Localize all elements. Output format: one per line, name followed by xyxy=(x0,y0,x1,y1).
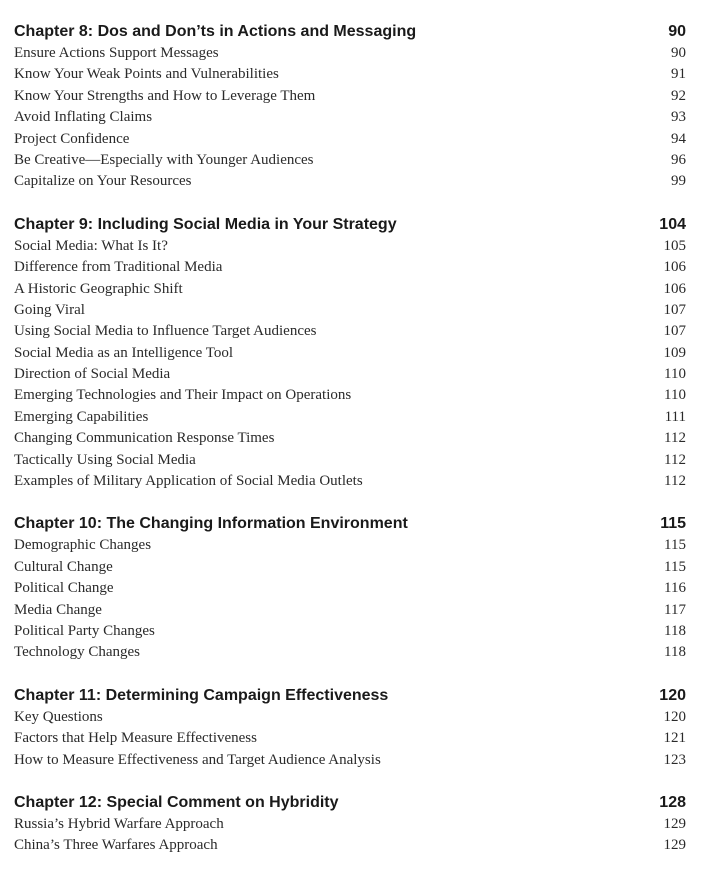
toc-entry[interactable] xyxy=(14,129,686,150)
entry-page-number: 116 xyxy=(664,580,686,597)
toc-entry[interactable] xyxy=(14,321,686,342)
toc-entry[interactable] xyxy=(14,642,686,663)
chapter-title: Chapter 11: Determining Campaign Effectiveness xyxy=(14,686,389,704)
toc-entry[interactable] xyxy=(14,621,686,642)
entry-title: China’s Three Warfares Approach xyxy=(14,837,218,854)
entry-title: Media Change xyxy=(14,601,102,618)
toc-entry[interactable] xyxy=(14,535,686,556)
entry-page-number: 107 xyxy=(663,301,686,318)
chapter-section xyxy=(14,684,686,771)
toc-entry[interactable] xyxy=(14,236,686,257)
chapter-section xyxy=(14,20,686,193)
toc-entry[interactable] xyxy=(14,86,686,107)
toc-entry[interactable] xyxy=(14,707,686,728)
toc-entry[interactable] xyxy=(14,471,686,492)
entry-page-number: 118 xyxy=(664,644,686,661)
toc-entry[interactable] xyxy=(14,600,686,621)
entry-page-number: 123 xyxy=(663,751,686,768)
entry-title: Going Viral xyxy=(14,301,85,318)
chapter-heading[interactable] xyxy=(14,512,686,535)
toc-entry[interactable] xyxy=(14,814,686,835)
toc-entry[interactable] xyxy=(14,279,686,300)
toc-entry[interactable] xyxy=(14,835,686,856)
toc-entry[interactable] xyxy=(14,343,686,364)
chapter-heading[interactable] xyxy=(14,20,686,43)
entry-page-number: 94 xyxy=(671,130,686,147)
chapter-title: Chapter 12: Special Comment on Hybridity xyxy=(14,793,339,811)
chapter-page-number: 90 xyxy=(668,23,686,40)
toc-entry[interactable] xyxy=(14,428,686,449)
chapter-page-number: 104 xyxy=(659,215,686,233)
entry-title: Factors that Help Measure Effectiveness xyxy=(14,730,257,747)
entry-page-number: 106 xyxy=(663,259,686,276)
entry-title: Tactically Using Social Media xyxy=(14,451,196,468)
entry-page-number: 96 xyxy=(671,151,686,168)
chapter-title: Chapter 9: Including Social Media in Your Strategy xyxy=(14,215,397,233)
entry-page-number: 93 xyxy=(671,109,686,126)
entry-page-number: 90 xyxy=(671,45,686,61)
entry-page-number: 112 xyxy=(664,430,686,447)
entry-title: Project Confidence xyxy=(14,130,130,147)
entry-title: Emerging Capabilities xyxy=(14,408,149,425)
entry-title: Political Party Changes xyxy=(14,622,155,639)
toc-entry[interactable] xyxy=(14,64,686,85)
toc-entry[interactable] xyxy=(14,407,686,428)
entry-title: Cultural Change xyxy=(14,558,113,575)
entry-title: Emerging Technologies and Their Impact on Operations xyxy=(14,387,352,404)
entry-title: Russia’s Hybrid Warfare Approach xyxy=(14,815,224,832)
chapter-heading[interactable] xyxy=(14,684,686,707)
entry-title: A Historic Geographic Shift xyxy=(14,280,183,297)
entry-page-number: 105 xyxy=(663,237,686,254)
entry-page-number: 121 xyxy=(663,730,686,747)
toc-entry[interactable] xyxy=(14,578,686,599)
chapter-title: Chapter 10: The Changing Information Environment xyxy=(14,515,408,533)
entry-page-number: 110 xyxy=(664,366,686,383)
entry-page-number: 129 xyxy=(663,837,686,854)
chapter-heading[interactable] xyxy=(14,213,686,236)
entry-page-number: 109 xyxy=(663,344,686,361)
table-of-contents xyxy=(14,20,686,877)
entry-page-number: 118 xyxy=(664,622,686,639)
entry-page-number: 112 xyxy=(664,473,686,490)
entry-title: Key Questions xyxy=(14,708,103,725)
entry-page-number: 107 xyxy=(663,323,686,340)
entry-page-number: 110 xyxy=(664,387,686,404)
toc-entry[interactable] xyxy=(14,257,686,278)
toc-entry[interactable] xyxy=(14,385,686,406)
chapter-heading[interactable] xyxy=(14,791,686,814)
toc-entry[interactable] xyxy=(14,450,686,471)
entry-title: Changing Communication Response Times xyxy=(14,430,275,447)
toc-entry[interactable] xyxy=(14,557,686,578)
toc-entry[interactable] xyxy=(14,43,686,64)
entry-page-number: 115 xyxy=(664,537,686,554)
entry-title: Social Media as an Intelligence Tool xyxy=(14,344,234,361)
chapter-page-number: 120 xyxy=(659,686,686,704)
entry-title: Be Creative—Especially with Younger Audiences xyxy=(14,151,314,168)
chapter-section xyxy=(14,512,686,663)
entry-page-number: 115 xyxy=(664,558,686,575)
entry-title: Know Your Weak Points and Vulnerabilities xyxy=(14,66,279,83)
entry-title: Direction of Social Media xyxy=(14,366,171,383)
toc-entry[interactable] xyxy=(14,364,686,385)
entry-title: Know Your Strengths and How to Leverage Them xyxy=(14,87,316,104)
entry-title: Using Social Media to Influence Target Audiences xyxy=(14,323,317,340)
entry-title: Technology Changes xyxy=(14,644,141,661)
entry-title: Political Change xyxy=(14,580,114,597)
toc-entry[interactable] xyxy=(14,728,686,749)
entry-page-number: 106 xyxy=(663,280,686,297)
entry-page-number: 92 xyxy=(671,87,686,104)
entry-title: Examples of Military Application of Social Media Outlets xyxy=(14,473,363,490)
entry-page-number: 91 xyxy=(671,66,686,83)
entry-title: Difference from Traditional Media xyxy=(14,259,223,276)
toc-entry[interactable] xyxy=(14,300,686,321)
toc-entry[interactable] xyxy=(14,150,686,171)
toc-entry[interactable] xyxy=(14,171,686,192)
entry-page-number: 120 xyxy=(663,708,686,725)
toc-entry[interactable] xyxy=(14,107,686,128)
chapter-section xyxy=(14,791,686,857)
entry-page-number: 112 xyxy=(664,451,686,468)
chapter-section xyxy=(14,213,686,493)
entry-title: Demographic Changes xyxy=(14,537,152,554)
entry-title: Ensure Actions Support Messages xyxy=(14,45,219,61)
entry-page-number: 99 xyxy=(671,173,686,190)
entry-title: How to Measure Effectiveness and Target Audience Analysis xyxy=(14,751,381,768)
entry-page-number: 129 xyxy=(663,815,686,832)
entry-page-number: 111 xyxy=(664,408,686,425)
entry-title: Avoid Inflating Claims xyxy=(14,109,153,126)
entry-title: Social Media: What Is It? xyxy=(14,237,168,254)
chapter-page-number: 128 xyxy=(659,793,686,811)
entry-title: Capitalize on Your Resources xyxy=(14,173,192,190)
chapter-page-number: 115 xyxy=(660,515,686,533)
entry-page-number: 117 xyxy=(664,601,686,618)
toc-entry[interactable] xyxy=(14,750,686,771)
chapter-title: Chapter 8: Dos and Don’ts in Actions and Messaging xyxy=(14,23,417,40)
